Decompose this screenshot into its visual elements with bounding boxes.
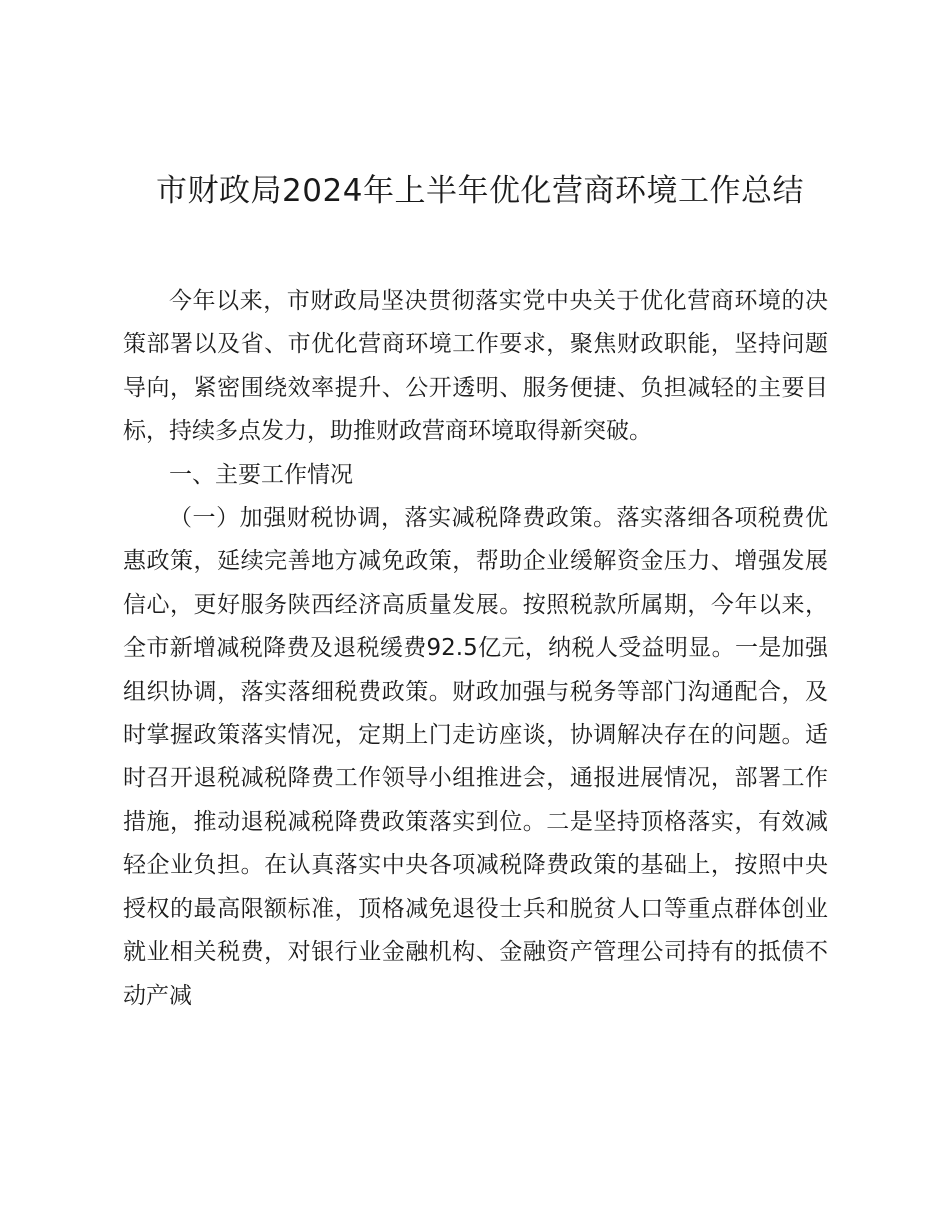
section-paragraph: （一）加强财税协调，落实减税降费政策。落实落细各项税费优惠政策，延续完善地方减免政策，帮助企业缓解资金压力、增强发展信心，更好服务陕西经济高质量发展。按照税款所属期，今年以来，全市新增减税降费及退税缓费92.5亿元，纳税人受益明显。一是加强组织协调，落实落细税费政策。财政加强与税务等部门沟通配合，及时掌握政策落实情况，定期上门走访座谈，协调解决存在的问题。适时召开退税减税降费工作领导小组推进会，通报进展情况，部署工作措施，推动退税减税降费政策落实到位。二是坚持顶格落实，有效减轻企业负担。在认真落实中央各项减税降费政策的基础上，按照中央授权的最高限额标准，顶格减免退役士兵和脱贫人口等重点群体创业就业相关税费，对银行业金融机构、金融资产管理公司持有的抵债不动产减 [123,505,828,1009]
intro-paragraph: 今年以来，市财政局坚决贯彻落实党中央关于优化营商环境的决策部署以及省、市优化营商环境工作要求，聚焦财政职能，坚持问题导向，紧密围绕效率提升、公开透明、服务便捷、负担减轻的主要目标，持续多点发力，助推财政营商环境取得新突破。 [123,288,828,445]
document-body [123,280,828,1018]
section-heading: 一、主要工作情况 [169,461,353,488]
document-title: 市财政局2024年上半年优化营商环境工作总结 [156,173,804,209]
